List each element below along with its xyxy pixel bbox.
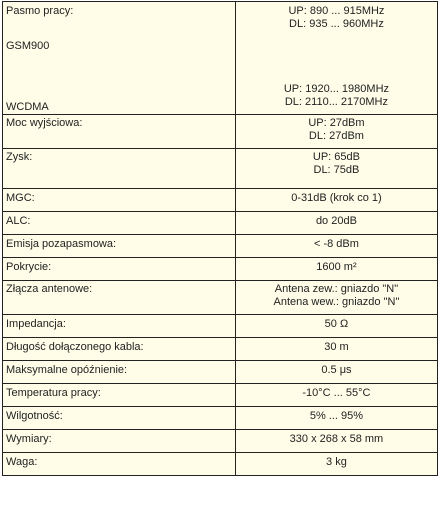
power-up: UP: 27dBm (308, 117, 365, 129)
temperature-value: -10°C ... 55°C (235, 384, 437, 407)
table-row (3, 361, 438, 384)
table-row (3, 149, 438, 189)
gsm-up: UP: 890 ... 915MHz (288, 5, 385, 17)
table-row (3, 2, 438, 115)
gsm-label: GSM900 (6, 40, 50, 52)
humidity-value: 5% ... 95% (235, 407, 437, 430)
weight-value: 3 kg (235, 453, 437, 476)
table-row (3, 212, 438, 235)
dimensions-value: 330 x 268 x 58 mm (235, 430, 437, 453)
gain-label: Zysk: (3, 149, 236, 189)
coverage-value: 1600 m² (235, 258, 437, 281)
delay-label: Maksymalne opóźnienie: (3, 361, 236, 384)
gain-dl: DL: 75dB (313, 164, 360, 176)
humidity-label: Wilgotność: (3, 407, 236, 430)
band-label: Pasmo pracy: (6, 5, 74, 17)
weight-label: Waga: (3, 453, 236, 476)
connector-int: Antena wew.: gniazdo "N" (273, 296, 400, 308)
table-row (3, 235, 438, 258)
spec-table (2, 1, 438, 476)
connectors-value (235, 281, 437, 315)
spec-table-container (2, 1, 438, 476)
gain-up: UP: 65dB (312, 151, 360, 163)
power-value (235, 115, 437, 149)
alc-label: ALC: (3, 212, 236, 235)
table-row (3, 281, 438, 315)
table-row (3, 430, 438, 453)
table-row (3, 189, 438, 212)
alc-value: do 20dB (235, 212, 437, 235)
table-row (3, 407, 438, 430)
band-value-cell (235, 2, 437, 115)
gsm-dl: DL: 935 ... 960MHz (289, 18, 384, 30)
coverage-label: Pokrycie: (3, 258, 236, 281)
wcdma-label: WCDMA (6, 101, 49, 113)
delay-value: 0.5 μs (235, 361, 437, 384)
wcdma-dl: DL: 2110... 2170MHz (284, 96, 388, 108)
dimensions-label: Wymiary: (3, 430, 236, 453)
wcdma-up: UP: 1920... 1980MHz (283, 83, 390, 95)
table-row (3, 453, 438, 476)
spurious-label: Emisja pozapasmowa: (3, 235, 236, 258)
mgc-label: MGC: (3, 189, 236, 212)
gain-value (235, 149, 437, 189)
band-label-cell (3, 2, 236, 115)
temperature-label: Temperatura pracy: (3, 384, 236, 407)
cable-value: 30 m (235, 338, 437, 361)
cable-label: Długość dołączonego kabla: (3, 338, 236, 361)
table-row (3, 338, 438, 361)
impedance-label: Impedancja: (3, 315, 236, 338)
power-dl: DL: 27dBm (308, 130, 364, 142)
table-row (3, 384, 438, 407)
mgc-value: 0-31dB (krok co 1) (235, 189, 437, 212)
spurious-value: < -8 dBm (235, 235, 437, 258)
table-row (3, 115, 438, 149)
impedance-value: 50 Ω (235, 315, 437, 338)
power-label: Moc wyjściowa: (3, 115, 236, 149)
connector-ext: Antena zew.: gniazdo "N" (274, 283, 399, 295)
connectors-label: Złącza antenowe: (3, 281, 236, 315)
table-row (3, 315, 438, 338)
table-row (3, 258, 438, 281)
